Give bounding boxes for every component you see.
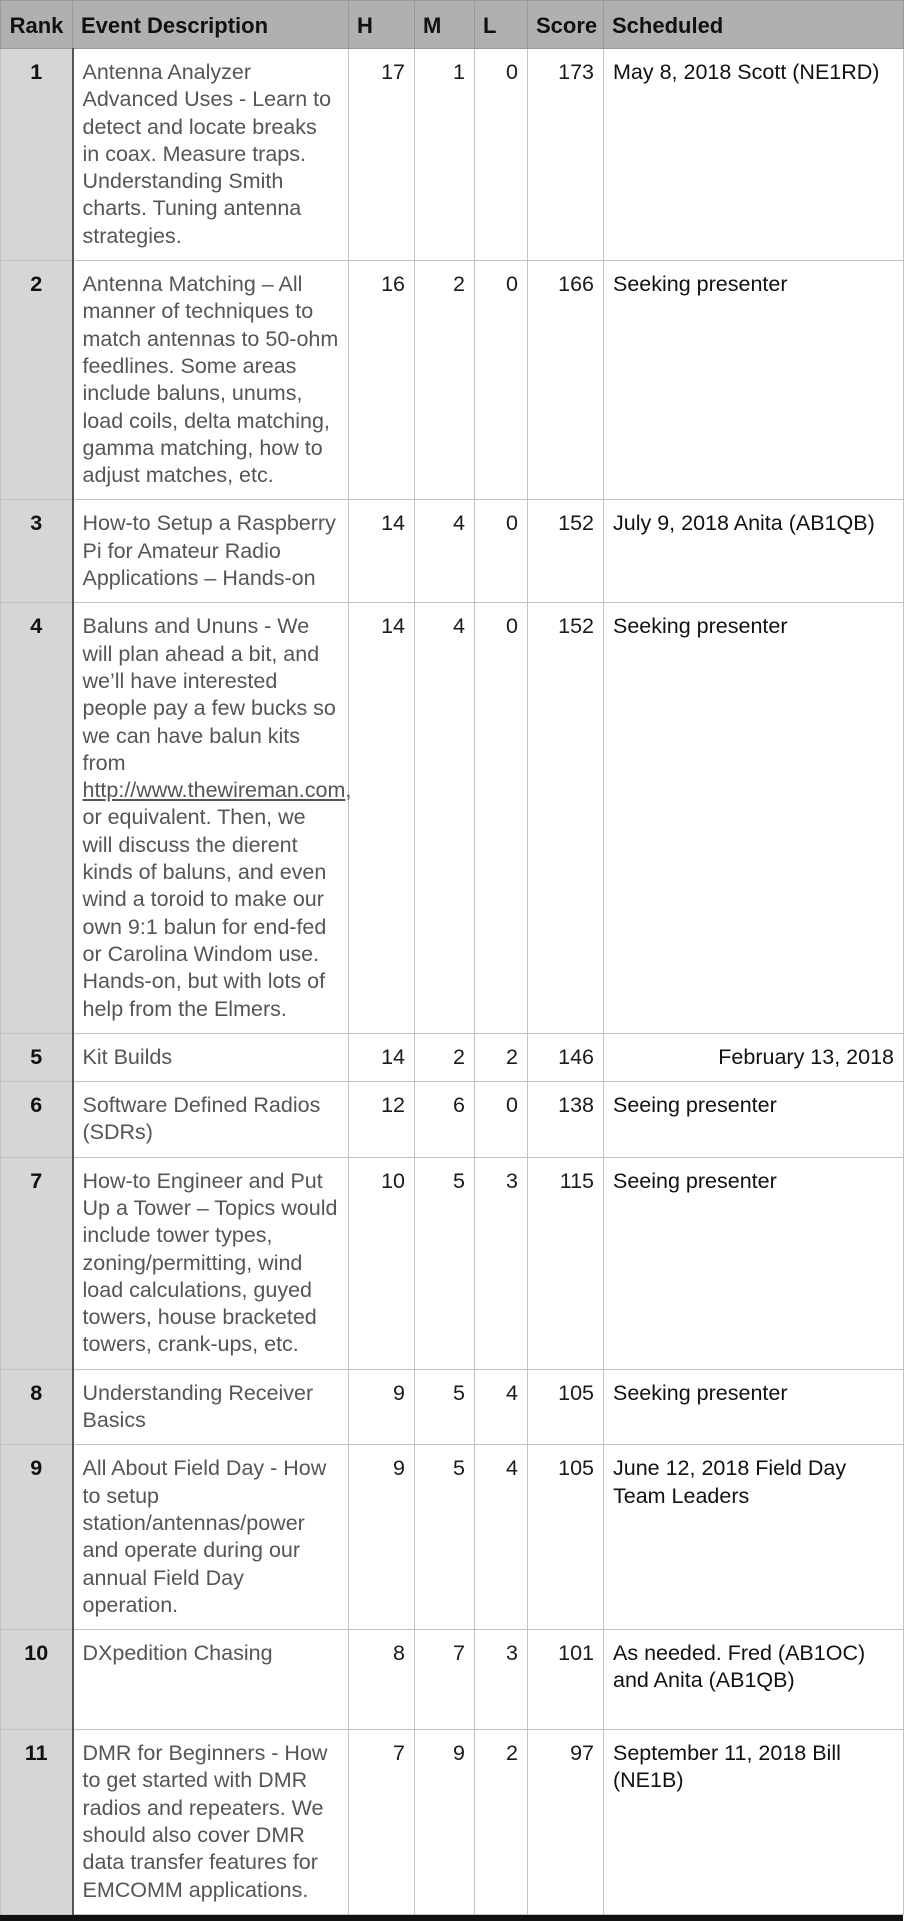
scheduled-cell: September 11, 2018 Bill (NE1B) xyxy=(604,1730,904,1915)
h-cell: 14 xyxy=(349,603,415,1033)
m-cell: 2 xyxy=(415,261,475,500)
rank-cell: 11 xyxy=(1,1730,73,1915)
l-cell: 4 xyxy=(475,1445,528,1630)
header-l: L xyxy=(475,1,528,49)
l-cell: 3 xyxy=(475,1157,528,1369)
l-cell: 0 xyxy=(475,603,528,1033)
table-row xyxy=(1,49,904,261)
table-row xyxy=(1,1445,904,1630)
header-h: H xyxy=(349,1,415,49)
desc-text-before-link: Baluns and Ununs - We will plan ahead a bit, and we’ll have interested people pay a few bucks so we can have balun kits from xyxy=(82,614,336,775)
h-cell: 9 xyxy=(349,1369,415,1445)
scheduled-cell: Seeking presenter xyxy=(604,1369,904,1445)
event-description-cell: Antenna Analyzer Advanced Uses - Learn to detect and locate breaks in coax. Measure traps. Understanding Smith charts. Tuning antenna strategies. xyxy=(73,49,349,261)
score-cell: 152 xyxy=(528,500,604,603)
scheduled-cell: Seeking presenter xyxy=(604,261,904,500)
scheduled-cell: Seeing presenter xyxy=(604,1157,904,1369)
rank-cell: 4 xyxy=(1,603,73,1033)
m-cell: 4 xyxy=(415,603,475,1033)
l-cell: 0 xyxy=(475,49,528,261)
desc-text-after-link: , or equivalent. Then, we will discuss the dierent kinds of baluns, and even wind a toroid to make our own 9:1 balun for end-fed or Carolina Windom use. Hands-on, but with lots of help from the Elmers. xyxy=(82,778,352,1021)
rank-cell: 6 xyxy=(1,1082,73,1158)
l-cell: 3 xyxy=(475,1630,528,1730)
scheduled-cell: Seeking presenter xyxy=(604,603,904,1033)
table-row xyxy=(1,1033,904,1081)
score-cell: 105 xyxy=(528,1369,604,1445)
header-rank: Rank xyxy=(1,1,73,49)
header-m: M xyxy=(415,1,475,49)
event-description-cell: All About Field Day - How to setup station/antennas/power and operate during our annual Field Day operation. xyxy=(73,1445,349,1630)
l-cell: 0 xyxy=(475,261,528,500)
event-description-cell: DMR for Beginners - How to get started with DMR radios and repeaters. We should also cover DMR data transfer features for EMCOMM applications. xyxy=(73,1730,349,1915)
rank-cell: 8 xyxy=(1,1369,73,1445)
rank-cell: 5 xyxy=(1,1033,73,1081)
score-cell: 101 xyxy=(528,1630,604,1730)
m-cell: 6 xyxy=(415,1082,475,1158)
table-row xyxy=(1,603,904,1033)
score-cell: 97 xyxy=(528,1730,604,1915)
scheduled-cell: February 13, 2018 xyxy=(604,1033,904,1081)
header-score: Score xyxy=(528,1,604,49)
table-row xyxy=(1,1157,904,1369)
h-cell: 14 xyxy=(349,1033,415,1081)
m-cell: 1 xyxy=(415,49,475,261)
table-row xyxy=(1,1730,904,1915)
rank-cell: 7 xyxy=(1,1157,73,1369)
m-cell: 5 xyxy=(415,1369,475,1445)
wireman-link[interactable]: http://www.thewireman.com xyxy=(82,778,346,803)
rank-cell: 9 xyxy=(1,1445,73,1630)
h-cell: 14 xyxy=(349,500,415,603)
l-cell: 2 xyxy=(475,1730,528,1915)
bottom-rule xyxy=(0,1915,903,1921)
m-cell: 7 xyxy=(415,1630,475,1730)
m-cell: 9 xyxy=(415,1730,475,1915)
scheduled-cell: As needed. Fred (AB1OC) and Anita (AB1QB) xyxy=(604,1630,904,1730)
header-event-description: Event Description xyxy=(73,1,349,49)
m-cell: 5 xyxy=(415,1445,475,1630)
event-description-cell: How-to Setup a Raspberry Pi for Amateur Radio Applications – Hands-on xyxy=(73,500,349,603)
table-row xyxy=(1,261,904,500)
m-cell: 2 xyxy=(415,1033,475,1081)
h-cell: 8 xyxy=(349,1630,415,1730)
scheduled-cell: May 8, 2018 Scott (NE1RD) xyxy=(604,49,904,261)
event-description-cell: Software Defined Radios (SDRs) xyxy=(73,1082,349,1158)
h-cell: 17 xyxy=(349,49,415,261)
scheduled-cell: Seeing presenter xyxy=(604,1082,904,1158)
rank-cell: 2 xyxy=(1,261,73,500)
score-cell: 166 xyxy=(528,261,604,500)
scheduled-cell: June 12, 2018 Field Day Team Leaders xyxy=(604,1445,904,1630)
score-cell: 146 xyxy=(528,1033,604,1081)
score-cell: 115 xyxy=(528,1157,604,1369)
header-row xyxy=(1,1,904,49)
score-cell: 173 xyxy=(528,49,604,261)
l-cell: 0 xyxy=(475,500,528,603)
score-cell: 105 xyxy=(528,1445,604,1630)
m-cell: 4 xyxy=(415,500,475,603)
table-row xyxy=(1,1630,904,1730)
h-cell: 16 xyxy=(349,261,415,500)
table-row xyxy=(1,500,904,603)
l-cell: 0 xyxy=(475,1082,528,1158)
table-row xyxy=(1,1369,904,1445)
table-row xyxy=(1,1082,904,1158)
rank-cell: 1 xyxy=(1,49,73,261)
header-scheduled: Scheduled xyxy=(604,1,904,49)
event-description-cell: Understanding Receiver Basics xyxy=(73,1369,349,1445)
event-description-cell xyxy=(73,603,352,1033)
scheduled-cell: July 9, 2018 Anita (AB1QB) xyxy=(604,500,904,603)
event-description-cell: Kit Builds xyxy=(73,1033,349,1081)
event-description-cell: DXpedition Chasing xyxy=(73,1630,349,1730)
h-cell: 10 xyxy=(349,1157,415,1369)
m-cell: 5 xyxy=(415,1157,475,1369)
h-cell: 7 xyxy=(349,1730,415,1915)
l-cell: 4 xyxy=(475,1369,528,1445)
rank-cell: 3 xyxy=(1,500,73,603)
event-description-cell: How-to Engineer and Put Up a Tower – Topics would include tower types, zoning/permitting, wind load calculations, guyed towers, house bracketed towers, crank-ups, etc. xyxy=(73,1157,349,1369)
h-cell: 9 xyxy=(349,1445,415,1630)
event-description-cell: Antenna Matching – All manner of techniques to match antennas to 50-ohm feedlines. Some areas include baluns, unums, load coils, delta matching, gamma matching, how to adjust matches, etc. xyxy=(73,261,349,500)
score-cell: 138 xyxy=(528,1082,604,1158)
rank-cell: 10 xyxy=(1,1630,73,1730)
l-cell: 2 xyxy=(475,1033,528,1081)
h-cell: 12 xyxy=(349,1082,415,1158)
score-cell: 152 xyxy=(528,603,604,1033)
